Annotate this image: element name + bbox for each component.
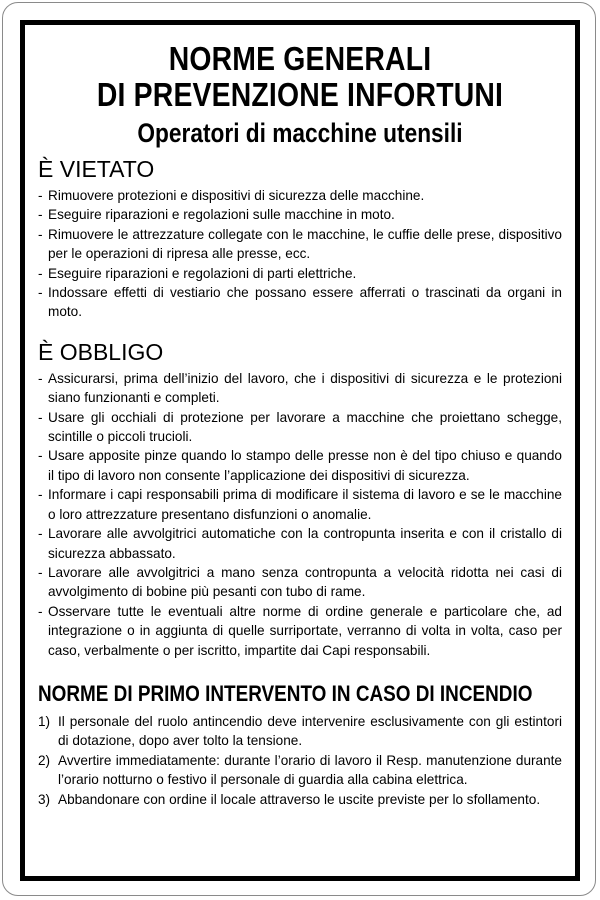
bullet-dash: - [38,448,43,464]
item-number: 1) [38,713,51,729]
rule-text: Rimuovere protezioni e dispositivi di sicurezza delle macchine. [48,188,425,203]
sign-panel [20,20,580,881]
list-item [38,712,562,751]
list-item [38,563,562,602]
list-item [38,283,562,322]
prohibited-heading: È VIETATO [38,156,155,182]
sign-content [38,41,562,809]
rule-text: Osservare tutte le eventuali altre norme di ordine generale e particolare che, ad integrazione o in aggiunta di quelle surriportate, verranno di volta in volta, caso per caso, verbalmente o per iscritto, impartite dai Capi responsabili. [48,603,562,658]
mandatory-heading: È OBBLIGO [38,338,164,365]
rule-text: Il personale del ruolo antincendio deve intervenire esclusivamente con gli estintori di dotazione, dopo aver tolto la tensione. [58,713,562,749]
list-item [38,790,562,809]
rule-text: Usare gli occhiali di protezione per lavorare a macchine che proiettano schegge, scintille o piccoli trucioli. [48,409,562,445]
subtitle: Operatori di macchine utensili [137,118,463,148]
list-item [38,205,562,224]
rule-text: Usare apposite pinze quando lo stampo delle presse non è del tipo chiuso e quando il tipo di lavoro non consente l’applicazione dei dispositivi di sicurezza. [48,448,562,483]
bullet-dash: - [38,226,43,242]
safety-sign [2,2,596,896]
fire-heading: NORME DI PRIMO INTERVENTO IN CASO DI INCENDIO [38,680,533,706]
list-item [38,485,562,524]
list-item [38,264,562,283]
rule-text: Informare i capi responsabili prima di modificare il sistema di lavoro e se le macchine o loro attrezzature presentano disfunzioni o anomalie. [48,487,562,522]
list-item [38,446,562,485]
fire-list [38,712,562,809]
list-item [38,751,562,790]
rule-text: Eseguire riparazioni e regolazioni sulle macchine in moto. [48,207,395,223]
bullet-dash: - [38,188,43,203]
bullet-dash: - [38,285,43,301]
bullet-dash: - [38,207,43,223]
rule-text: Indossare effetti di vestiario che possano essere afferrati o trascinati da organi in moto. [48,285,562,320]
rule-text: Assicurarsi, prima dell’inizio del lavoro, che i dispositivi di sicurezza e le protezioni siano funzionanti e completi. [48,370,562,406]
item-number: 2) [38,752,51,768]
bullet-dash: - [38,487,43,503]
title-line-2: DI PREVENZIONE INFORTUNI [96,76,504,113]
bullet-dash: - [38,409,43,425]
title-line-1: NORME GENERALI [168,40,432,77]
list-item [38,408,562,447]
bullet-dash: - [38,265,43,281]
rule-text: Lavorare alle avvolgitrici a mano senza contropunta a velocità ridotta nei casi di avvolgimento di bobine più pesanti con tubo di rame. [48,564,562,600]
rule-text: Abbandonare con ordine il locale attraverso le uscite previste per lo sfollamento. [58,791,541,807]
item-number: 3) [38,791,51,807]
bullet-dash: - [38,370,43,386]
list-item [38,602,562,660]
list-item [38,225,562,264]
rule-text: Avvertire immediatamente: durante l’orario di lavoro il Resp. manutenzione durante l’orario notturno o festivo il personale di guardia alla cabina elettrica. [58,752,562,788]
list-item [38,369,562,408]
prohibited-list [38,186,562,322]
bullet-dash: - [38,603,43,619]
rule-text: Eseguire riparazioni e regolazioni di parti elettriche. [48,265,357,281]
list-item [38,524,562,563]
list-item [38,186,562,205]
bullet-dash: - [38,564,43,580]
mandatory-list [38,369,562,660]
rule-text: Rimuovere le attrezzature collegate con le macchine, le cuffie delle prese, dispositivo per le operazioni di ripresa alle presse, ecc. [48,226,562,262]
bullet-dash: - [38,526,43,542]
rule-text: Lavorare alle avvolgitrici automatiche con la contropunta inserita e con il cristallo di sicurezza abbassato. [48,526,562,561]
